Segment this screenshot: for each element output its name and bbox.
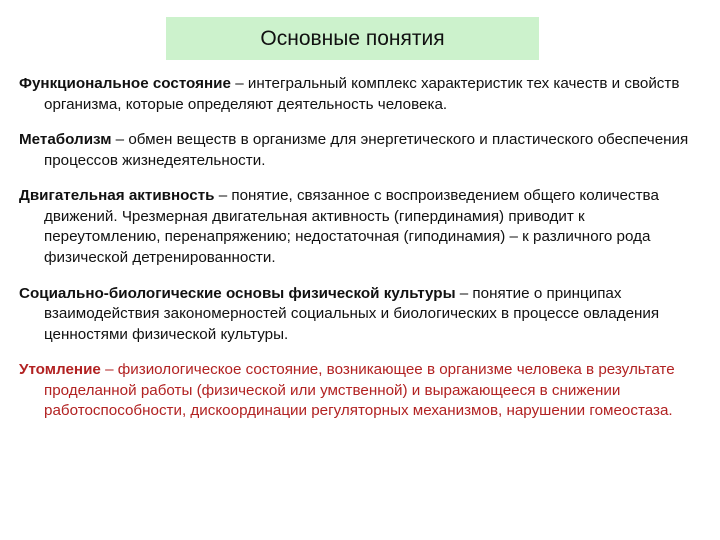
definition-text: – понятие, связанное с воспроизведением общего количества движений. Чрезмерная двигательная активность (гипердинамия) приводит к переутомлению, перенапряжению; недостаточная (гиподинамия) – к различного рода физической детренированности. — [44, 187, 659, 266]
term-label: Функциональное состояние — [19, 75, 231, 92]
definition-socio-biological-foundations — [19, 284, 704, 346]
definition-metabolism — [19, 130, 704, 171]
definition-text: – понятие о принципах взаимодействия закономерностей социальных и биологических в процессе овладения ценностями физической культуры. — [44, 284, 660, 343]
term-label: Утомление — [19, 361, 101, 379]
term-label: Двигательная активность — [19, 187, 215, 205]
definition-text: – интегральный комплекс характеристик тех качеств и свойств организма, которые определяют деятельность человека. — [44, 75, 680, 113]
definition-fatigue — [19, 360, 704, 422]
title-banner — [166, 17, 539, 60]
definition-text: – обмен веществ в организме для энергетического и пластического обеспечения процессов жизнедеятельности. — [44, 131, 689, 169]
page-title: Основные понятия — [260, 26, 445, 50]
term-label: Метаболизм — [19, 131, 112, 149]
definitions-list — [19, 74, 704, 425]
definition-motor-activity — [19, 186, 704, 268]
definition-functional-state — [19, 74, 704, 115]
definition-text: – физиологическое состояние, возникающее в организме человека в результате проделанной работы (физической или умственной) и выражающееся в снижении работоспособности, дискоординации регуляторных механизмов, нарушении гомеостаза. — [44, 361, 675, 420]
term-label: Социально-биологические основы физической культуры — [19, 284, 456, 302]
